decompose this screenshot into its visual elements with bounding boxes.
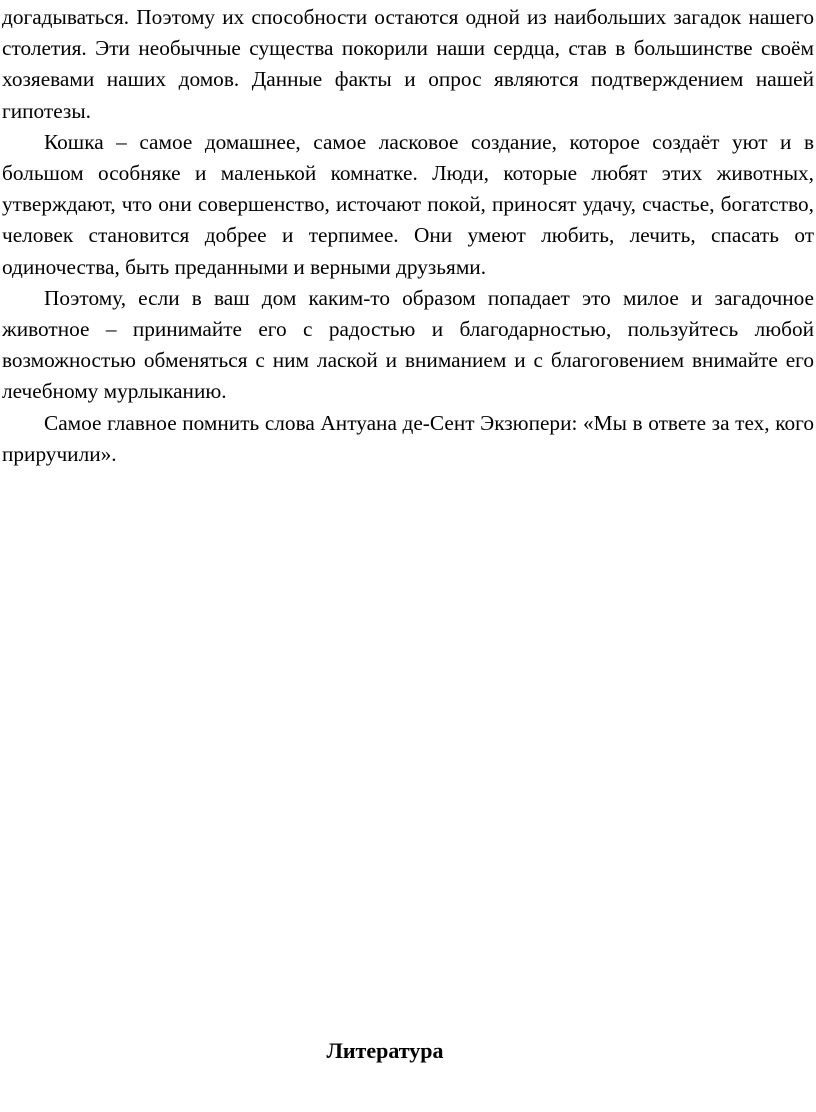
- paragraph-quote: Самое главное помнить слова Антуана де-Сент Экзюпери: «Мы в ответе за тех, кого приручили».: [2, 410, 814, 466]
- literature-heading: Литература: [326, 1038, 444, 1063]
- paragraph-advice: Поэтому, если в ваш дом каким-то образом попадает это милое и загадочное животное – принимайте его с радостью и благодарностью, пользуйтесь любой возможностью обменяться с ним лаской и вниманием и с благоговением внимайте его лечебному мурлыканию.: [2, 285, 814, 404]
- body-text: [2, 2, 814, 470]
- paragraph-continuation: догадываться. Поэтому их способности остаются одной из наибольших загадок нашего столетия. Эти необычные существа покорили наши сердца, став в большинстве своём хозяевами наших домов. Данные факты и опрос являются подтверждением нашей гипотезы.: [2, 5, 814, 123]
- paragraph-cat-description: Кошка – самое домашнее, самое ласковое создание, которое создаёт уют и в большом особняке и маленькой комнатке. Люди, которые любят этих животных, утверждают, что они совершенство, источают покой, приносят удачу, счастье, богатство, человек становится добрее и терпимее. Они умеют любить, лечить, спасать от одиночества, быть преданными и верными друзьями.: [2, 129, 814, 279]
